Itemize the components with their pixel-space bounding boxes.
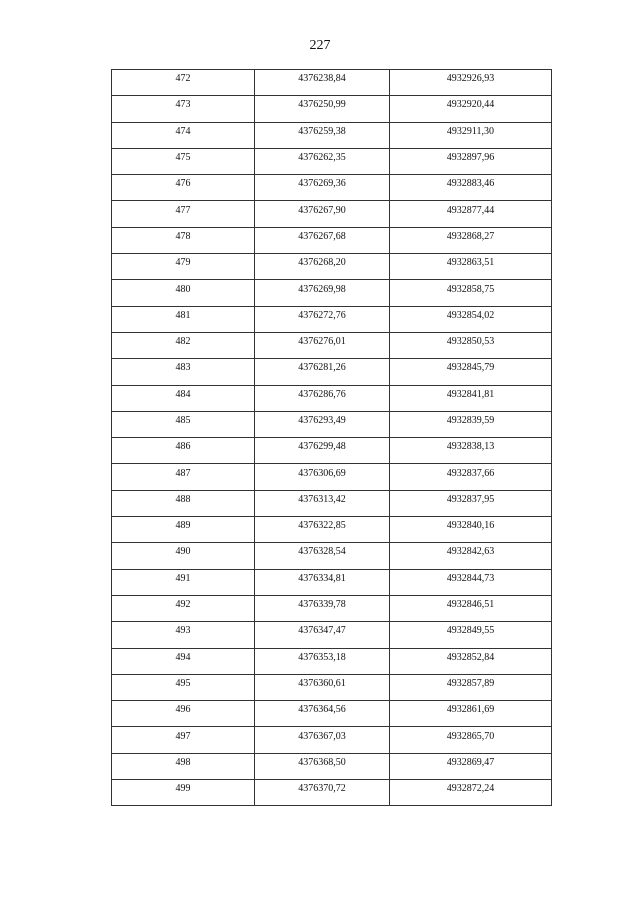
table-row: [112, 595, 552, 621]
y-coordinate-cell: 4932852,84: [390, 648, 552, 674]
x-coordinate-cell: 4376238,84: [255, 70, 390, 96]
x-coordinate-cell: 4376367,03: [255, 727, 390, 753]
point-number-cell: 489: [112, 517, 255, 543]
point-number-cell: 492: [112, 595, 255, 621]
x-coordinate-cell: 4376269,98: [255, 280, 390, 306]
table-row: [112, 464, 552, 490]
y-coordinate-cell: 4932872,24: [390, 780, 552, 806]
table-row: [112, 201, 552, 227]
x-coordinate-cell: 4376262,35: [255, 148, 390, 174]
point-number-cell: 485: [112, 411, 255, 437]
point-number-cell: 480: [112, 280, 255, 306]
y-coordinate-cell: 4932920,44: [390, 96, 552, 122]
x-coordinate-cell: 4376339,78: [255, 595, 390, 621]
y-coordinate-cell: 4932840,16: [390, 517, 552, 543]
point-number-cell: 482: [112, 332, 255, 358]
point-number-cell: 487: [112, 464, 255, 490]
table-row: [112, 543, 552, 569]
point-number-cell: 473: [112, 96, 255, 122]
y-coordinate-cell: 4932861,69: [390, 701, 552, 727]
x-coordinate-cell: 4376281,26: [255, 359, 390, 385]
y-coordinate-cell: 4932850,53: [390, 332, 552, 358]
table-row: [112, 701, 552, 727]
y-coordinate-cell: 4932846,51: [390, 595, 552, 621]
point-number-cell: 481: [112, 306, 255, 332]
x-coordinate-cell: 4376370,72: [255, 780, 390, 806]
y-coordinate-cell: 4932883,46: [390, 175, 552, 201]
table-row: [112, 227, 552, 253]
x-coordinate-cell: 4376268,20: [255, 254, 390, 280]
x-coordinate-cell: 4376293,49: [255, 411, 390, 437]
x-coordinate-cell: 4376328,54: [255, 543, 390, 569]
y-coordinate-cell: 4932858,75: [390, 280, 552, 306]
point-number-cell: 496: [112, 701, 255, 727]
point-number-cell: 472: [112, 70, 255, 96]
table-row: [112, 385, 552, 411]
table-row: [112, 780, 552, 806]
y-coordinate-cell: 4932877,44: [390, 201, 552, 227]
x-coordinate-cell: 4376364,56: [255, 701, 390, 727]
table-row: [112, 622, 552, 648]
y-coordinate-cell: 4932869,47: [390, 753, 552, 779]
x-coordinate-cell: 4376347,47: [255, 622, 390, 648]
point-number-cell: 483: [112, 359, 255, 385]
x-coordinate-cell: 4376276,01: [255, 332, 390, 358]
y-coordinate-cell: 4932842,63: [390, 543, 552, 569]
y-coordinate-cell: 4932844,73: [390, 569, 552, 595]
table-row: [112, 438, 552, 464]
table-row: [112, 280, 552, 306]
point-number-cell: 488: [112, 490, 255, 516]
table-row: [112, 96, 552, 122]
point-number-cell: 494: [112, 648, 255, 674]
point-number-cell: 497: [112, 727, 255, 753]
y-coordinate-cell: 4932865,70: [390, 727, 552, 753]
y-coordinate-cell: 4932845,79: [390, 359, 552, 385]
table-row: [112, 674, 552, 700]
y-coordinate-cell: 4932926,93: [390, 70, 552, 96]
table-row: [112, 753, 552, 779]
table-row: [112, 517, 552, 543]
point-number-cell: 479: [112, 254, 255, 280]
y-coordinate-cell: 4932837,66: [390, 464, 552, 490]
point-number-cell: 475: [112, 148, 255, 174]
x-coordinate-cell: 4376334,81: [255, 569, 390, 595]
table-row: [112, 569, 552, 595]
x-coordinate-cell: 4376299,48: [255, 438, 390, 464]
x-coordinate-cell: 4376360,61: [255, 674, 390, 700]
y-coordinate-cell: 4932838,13: [390, 438, 552, 464]
y-coordinate-cell: 4932857,89: [390, 674, 552, 700]
table-row: [112, 727, 552, 753]
x-coordinate-cell: 4376286,76: [255, 385, 390, 411]
y-coordinate-cell: 4932849,55: [390, 622, 552, 648]
table-row: [112, 490, 552, 516]
y-coordinate-cell: 4932863,51: [390, 254, 552, 280]
table-row: [112, 332, 552, 358]
point-number-cell: 499: [112, 780, 255, 806]
table-row: [112, 411, 552, 437]
y-coordinate-cell: 4932868,27: [390, 227, 552, 253]
table-row: [112, 254, 552, 280]
x-coordinate-cell: 4376269,36: [255, 175, 390, 201]
x-coordinate-cell: 4376267,68: [255, 227, 390, 253]
point-number-cell: 491: [112, 569, 255, 595]
x-coordinate-cell: 4376353,18: [255, 648, 390, 674]
point-number-cell: 484: [112, 385, 255, 411]
point-number-cell: 478: [112, 227, 255, 253]
page-number: 227: [309, 38, 331, 53]
table-row: [112, 306, 552, 332]
x-coordinate-cell: 4376322,85: [255, 517, 390, 543]
table-row: [112, 175, 552, 201]
point-number-cell: 495: [112, 674, 255, 700]
x-coordinate-cell: 4376306,69: [255, 464, 390, 490]
y-coordinate-cell: 4932841,81: [390, 385, 552, 411]
x-coordinate-cell: 4376272,76: [255, 306, 390, 332]
y-coordinate-cell: 4932854,02: [390, 306, 552, 332]
x-coordinate-cell: 4376313,42: [255, 490, 390, 516]
point-number-cell: 474: [112, 122, 255, 148]
point-number-cell: 498: [112, 753, 255, 779]
x-coordinate-cell: 4376250,99: [255, 96, 390, 122]
point-number-cell: 477: [112, 201, 255, 227]
x-coordinate-cell: 4376259,38: [255, 122, 390, 148]
y-coordinate-cell: 4932837,95: [390, 490, 552, 516]
point-number-cell: 490: [112, 543, 255, 569]
y-coordinate-cell: 4932897,96: [390, 148, 552, 174]
table-row: [112, 70, 552, 96]
x-coordinate-cell: 4376368,50: [255, 753, 390, 779]
y-coordinate-cell: 4932839,59: [390, 411, 552, 437]
point-number-cell: 493: [112, 622, 255, 648]
table-row: [112, 648, 552, 674]
coordinates-table: [111, 69, 552, 806]
coordinates-table-body: [112, 70, 552, 806]
y-coordinate-cell: 4932911,30: [390, 122, 552, 148]
point-number-cell: 476: [112, 175, 255, 201]
point-number-cell: 486: [112, 438, 255, 464]
x-coordinate-cell: 4376267,90: [255, 201, 390, 227]
table-row: [112, 122, 552, 148]
table-row: [112, 148, 552, 174]
table-row: [112, 359, 552, 385]
